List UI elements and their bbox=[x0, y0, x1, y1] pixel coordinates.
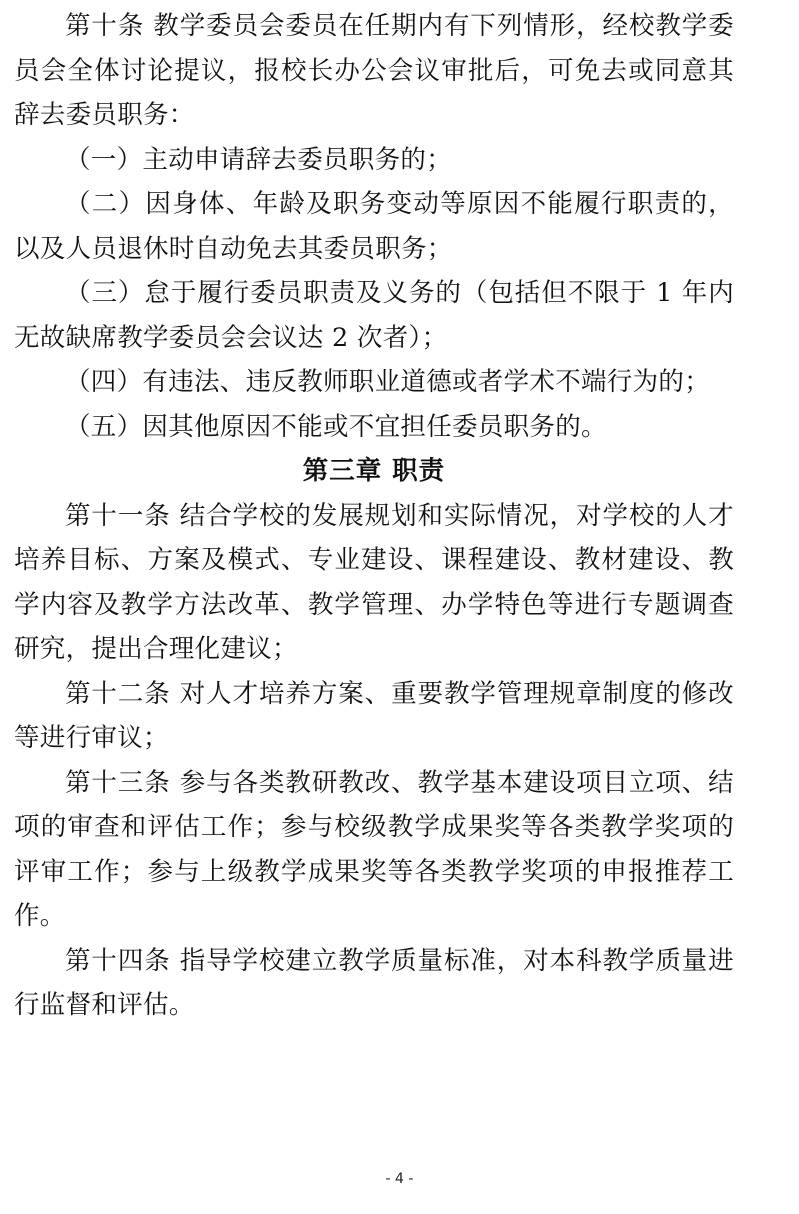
article-13-paragraph: 第十三条 参与各类教研教改、教学基本建设项目立项、结项的审查和评估工作；参与校级教学成果奖等各类教学奖项的评审工作；参与上级教学成果奖等各类教学奖项的申报推荐工作。 bbox=[14, 767, 734, 931]
document-body bbox=[14, 4, 734, 1028]
article-12-paragraph: 第十二条 对人才培养方案、重要教学管理规章制度的修改等进行审议； bbox=[14, 678, 734, 753]
article-10-item-3: （三）怠于履行委员职责及义务的（包括但不限于 1 年内无故缺席教学委员会会议达 2 次者）； bbox=[14, 278, 734, 353]
article-14-paragraph: 第十四条 指导学校建立教学质量标准，对本科教学质量进行监督和评估。 bbox=[14, 945, 734, 1020]
article-11-paragraph: 第十一条 结合学校的发展规划和实际情况，对学校的人才培养目标、方案及模式、专业建设、课程建设、教材建设、教学内容及教学方法改革、教学管理、办学特色等进行专题调查研究，提出合理化建议； bbox=[14, 500, 734, 664]
article-10-item-5: （五）因其他原因不能或不宜担任委员职务的。 bbox=[65, 411, 607, 442]
page-number: - 4 - bbox=[385, 1171, 414, 1187]
article-10-item-1: （一）主动申请辞去委员职务的； bbox=[65, 144, 453, 175]
article-10-item-4: （四）有违法、违反教师职业道德或者学术不端行为的； bbox=[65, 367, 711, 397]
chapter-heading: 第三章 职责 bbox=[302, 456, 446, 486]
article-10-item-2: （二）因身体、年龄及职务变动等原因不能履行职责的，以及人员退休时自动免去其委员职务； bbox=[14, 189, 734, 264]
article-10-paragraph: 第十条 教学委员会委员在任期内有下列情形，经校教学委员会全体讨论提议，报校长办公会议审批后，可免去或同意其辞去委员职务： bbox=[14, 11, 734, 130]
